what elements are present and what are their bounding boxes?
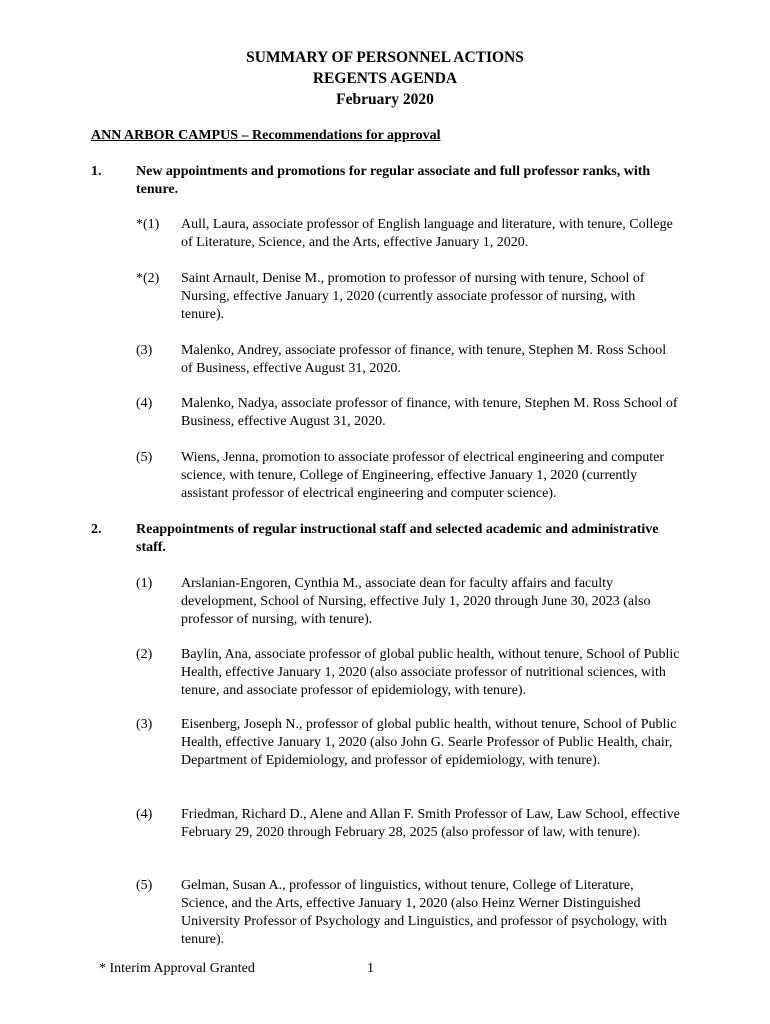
item-number: (2) [136,647,153,662]
title-line-2: REGENTS AGENDA [312,70,458,87]
interim-approval-note: * Interim Approval Granted [99,961,255,976]
item-number: (5) [136,450,153,465]
item-text: Malenko, Andrey, associate professor of finance, with tenure, Stephen M. Ross School of Business, effective August 31, 2020. [181,343,667,376]
title-line-1: SUMMARY OF PERSONNEL ACTIONS [246,49,524,66]
item-text: Arslanian-Engoren, Cynthia M., associate dean for faculty affairs and faculty development, School of Nursing, effective July 1, 2020 through June 30, 2023 (also professor of nursing, with tenure). [181,576,651,627]
item-text: Baylin, Ana, associate professor of global public health, without tenure, School of Public Health, effective January 1, 2020 (also associate professor of nutritional sciences, with tenure, and associate professor of epidemiology, with tenure). [181,647,680,698]
section-number: 2. [91,522,102,537]
section-heading: New appointments and promotions for regular associate and full professor ranks, with tenure. [136,164,651,197]
campus-heading: ANN ARBOR CAMPUS – Recommendations for approval [91,128,441,143]
item-text: Saint Arnault, Denise M., promotion to professor of nursing with tenure, School of Nursing, effective January 1, 2020 (currently associate professor of nursing, with tenure). [181,271,645,322]
item-number: (3) [136,343,153,358]
title-line-3: February 2020 [336,91,434,108]
item-number: (1) [136,576,153,591]
item-number: (4) [136,396,153,411]
item-text: Aull, Laura, associate professor of English language and literature, with tenure, College of Literature, Science, and the Arts, effective January 1, 2020. [181,217,673,250]
section-number: 1. [91,164,102,179]
section-heading: Reappointments of regular instructional staff and selected academic and administrative staff. [136,522,659,555]
item-number: (5) [136,878,153,893]
page-number: 1 [367,961,374,976]
item-text: Friedman, Richard D., Alene and Allan F. Smith Professor of Law, Law School, effective February 29, 2020 through February 28, 2025 (also professor of law, with tenure). [181,807,680,840]
item-number: (3) [136,717,153,732]
item-number: (4) [136,807,153,822]
item-text: Malenko, Nadya, associate professor of finance, with tenure, Stephen M. Ross School of Business, effective August 31, 2020. [181,396,678,429]
item-text: Eisenberg, Joseph N., professor of global public health, without tenure, School of Public Health, effective January 1, 2020 (also John G. Searle Professor of Public Health, chair, Department of Epidemiology, and professor of epidemiology, with tenure). [181,717,677,768]
item-text: Wiens, Jenna, promotion to associate professor of electrical engineering and computer science, with tenure, College of Engineering, effective January 1, 2020 (currently assistant professor of electrical engineering and computer science). [181,450,665,501]
item-text: Gelman, Susan A., professor of linguistics, without tenure, College of Literature, Science, and the Arts, effective January 1, 2020 (also Heinz Werner Distinguished University Professor of Psychology and Linguistics, and professor of psychology, with tenure). [181,878,667,947]
item-number: *(1) [136,217,160,232]
document-title [0,47,770,110]
item-number: *(2) [136,271,160,286]
